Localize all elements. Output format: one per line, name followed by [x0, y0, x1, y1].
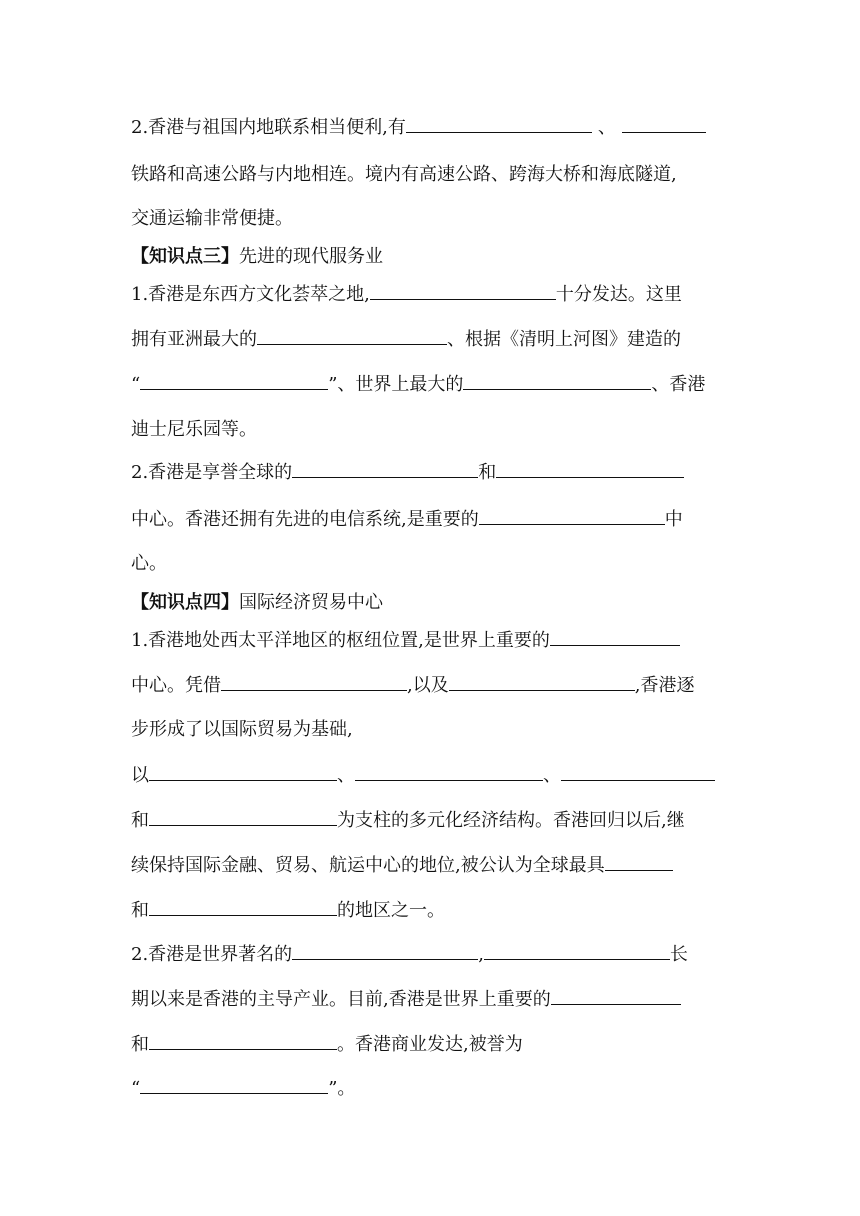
line-text: 和	[131, 1034, 149, 1055]
answer-blank[interactable]	[149, 824, 337, 826]
text-line	[131, 372, 731, 398]
line-text: 十分发达。这里	[555, 284, 682, 305]
line-text: 和	[131, 810, 149, 831]
text-line	[131, 628, 731, 654]
answer-blank[interactable]	[551, 1003, 681, 1005]
answer-blank[interactable]	[484, 958, 670, 960]
text-line	[131, 987, 731, 1013]
text-line	[131, 763, 731, 789]
line-text: 续保持国际金融、贸易、航运中心的地位,被公认为全球最具	[131, 855, 605, 876]
line-text: 、	[337, 765, 355, 786]
line-text: 期以来是香港的主导产业。目前,香港是世界上重要的	[131, 989, 551, 1010]
section-heading	[131, 590, 731, 616]
text-line	[131, 460, 731, 486]
answer-blank[interactable]	[221, 689, 407, 691]
text-line	[131, 551, 731, 577]
line-text: 心。	[131, 553, 167, 574]
heading-text: 国际经济贸易中心	[239, 592, 383, 613]
text-line	[131, 853, 731, 879]
line-text: ”、世界上最大的	[328, 374, 464, 395]
answer-blank[interactable]	[140, 1092, 328, 1094]
line-text: 的地区之一。	[337, 900, 445, 921]
line-text: 。香港商业发达,被誉为	[337, 1034, 523, 1055]
line-text: 、香港	[651, 374, 706, 395]
text-line	[131, 206, 731, 232]
text-line	[131, 507, 731, 533]
answer-blank[interactable]	[496, 476, 684, 478]
text-line	[131, 327, 731, 353]
answer-blank[interactable]	[622, 131, 706, 133]
line-text: 1.香港是东西方文化荟萃之地,	[131, 284, 370, 305]
line-text: “	[131, 1078, 141, 1099]
answer-blank[interactable]	[406, 131, 592, 133]
line-text: 以	[131, 765, 149, 786]
text-line	[131, 115, 731, 141]
line-text: 中	[664, 509, 683, 530]
line-text: 和	[131, 900, 149, 921]
text-line	[131, 1032, 731, 1058]
line-text: 铁路和高速公路与内地相连。境内有高速公路、跨海大桥和海底隧道,	[131, 164, 677, 185]
answer-blank[interactable]	[463, 388, 651, 390]
line-text: ”。	[328, 1078, 356, 1099]
text-line	[131, 673, 731, 699]
line-text: 中心。香港还拥有先进的电信系统,是重要的	[131, 509, 479, 530]
answer-blank[interactable]	[149, 914, 337, 916]
answer-blank[interactable]	[605, 869, 673, 871]
answer-blank[interactable]	[561, 779, 715, 781]
answer-blank[interactable]	[149, 1048, 337, 1050]
text-line	[131, 282, 731, 308]
line-text: ,以及	[407, 675, 449, 696]
answer-blank[interactable]	[370, 298, 556, 300]
line-text: “	[131, 374, 141, 395]
text-line	[131, 898, 731, 924]
answer-blank[interactable]	[149, 779, 337, 781]
line-text: 和	[478, 462, 497, 483]
answer-blank[interactable]	[550, 644, 680, 646]
text-line	[131, 942, 731, 968]
line-text: 、	[597, 117, 616, 138]
text-line	[131, 162, 731, 188]
line-text: 1.香港地处西太平洋地区的枢纽位置,是世界上重要的	[131, 630, 550, 651]
answer-blank[interactable]	[479, 523, 665, 525]
line-text: ,香港逐	[634, 675, 695, 696]
heading-label: 【知识点四】	[131, 592, 239, 613]
answer-blank[interactable]	[257, 343, 447, 345]
line-text: 、	[543, 765, 561, 786]
line-text: 2.香港与祖国内地联系相当便利,有	[131, 117, 406, 138]
section-heading	[131, 244, 731, 270]
text-line	[131, 1076, 731, 1102]
line-text: 为支柱的多元化经济结构。香港回归以后,继	[337, 810, 685, 831]
text-line	[131, 417, 731, 443]
heading-text: 先进的现代服务业	[239, 246, 383, 267]
line-text: 长	[669, 944, 688, 965]
text-line	[131, 808, 731, 834]
line-text: 2.香港是享誉全球的	[131, 462, 293, 483]
line-text: 中心。凭借	[131, 675, 221, 696]
line-text: 拥有亚洲最大的	[131, 329, 257, 350]
text-line	[131, 717, 731, 743]
line-text: ,	[478, 944, 484, 965]
line-text: 迪士尼乐园等。	[131, 419, 257, 440]
heading-label: 【知识点三】	[131, 246, 239, 267]
answer-blank[interactable]	[292, 958, 478, 960]
line-text: 2.香港是世界著名的	[131, 944, 293, 965]
line-text: 交通运输非常便捷。	[131, 208, 293, 229]
answer-blank[interactable]	[140, 388, 328, 390]
answer-blank[interactable]	[355, 779, 543, 781]
line-text: 步形成了以国际贸易为基础,	[131, 719, 353, 740]
answer-blank[interactable]	[292, 476, 478, 478]
answer-blank[interactable]	[449, 689, 635, 691]
line-text: 、根据《清明上河图》建造的	[447, 329, 681, 350]
